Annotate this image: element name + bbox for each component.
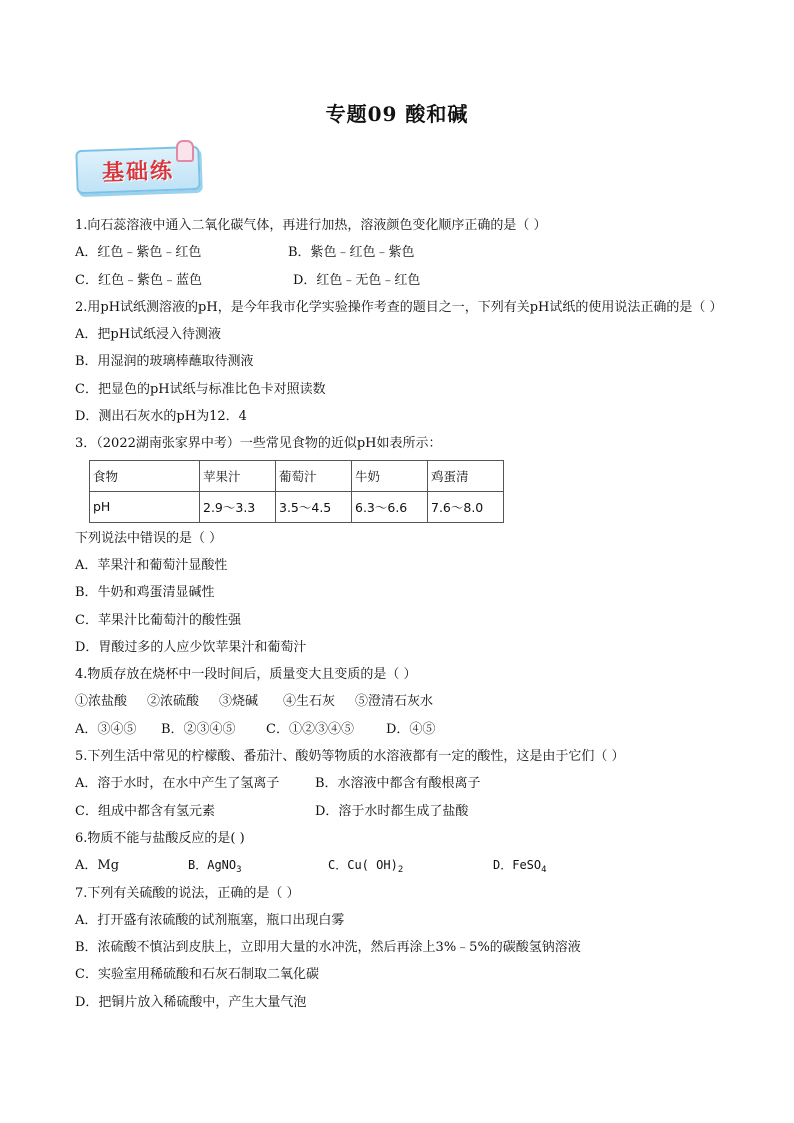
q6-option-c-subscript: 2 bbox=[397, 865, 404, 876]
q2-option-c: C．把显色的pH试纸与标准比色卡对照读数 bbox=[75, 381, 326, 397]
q5-option-d: D．溶于水时都生成了盐酸 bbox=[315, 803, 469, 819]
table-cell: 6.3～6.6 bbox=[352, 491, 428, 522]
q3-option-b: B．牛奶和鸡蛋清显碱性 bbox=[75, 585, 215, 601]
ph-table bbox=[89, 460, 504, 523]
q6-option-d bbox=[493, 852, 547, 879]
q4-item: ⑤澄清石灰水 bbox=[355, 694, 434, 710]
section-badge-label: 基础练 bbox=[101, 158, 175, 186]
q6-option-d-text: D．FeSO bbox=[493, 858, 542, 873]
q5-options-row1 bbox=[75, 770, 725, 797]
q3-option-a: A．苹果汁和葡萄汁显酸性 bbox=[75, 557, 228, 573]
q2-option-b: B．用湿润的玻璃棒蘸取待测液 bbox=[75, 354, 254, 370]
q6-option-c-text: C．Cu( OH) bbox=[328, 858, 398, 873]
q2-stem: 2.用pH试纸测溶液的pH，是今年我市化学实验操作考查的题目之一，下列有关pH试纸的使用说法正确的是（ ） bbox=[75, 299, 723, 315]
q1-option-c: C．红色﹣紫色﹣蓝色 bbox=[75, 272, 202, 288]
table-cell: pH bbox=[90, 491, 200, 522]
q4-option-a: A．③④⑤ bbox=[75, 721, 137, 737]
q2-option-d: D．测出石灰水的pH为12．4 bbox=[75, 409, 247, 425]
q1-option-a: A．红色﹣紫色﹣红色 bbox=[75, 245, 202, 261]
q4-option-b: B．②③④⑤ bbox=[161, 721, 236, 737]
q4-item: ①浓盐酸 bbox=[75, 694, 128, 710]
q1-stem: 1.向石蕊溶液中通入二氧化碳气体，再进行加热，溶液颜色变化顺序正确的是（ ） bbox=[75, 218, 547, 233]
q2-option-a: A．把pH试纸浸入待测液 bbox=[75, 327, 222, 343]
q4-option-d: D．④⑤ bbox=[386, 721, 436, 737]
q5-option-a: A．溶于水时，在水中产生了氢离子 bbox=[75, 776, 280, 792]
q1-option-d: D．红色﹣无色﹣红色 bbox=[293, 272, 421, 288]
paperclip-icon bbox=[176, 140, 194, 162]
table-cell: 7.6～8.0 bbox=[428, 491, 504, 522]
q6-option-d-subscript: 4 bbox=[541, 865, 547, 876]
page-title: 专题09 酸和碱 bbox=[325, 102, 469, 126]
q3-stem: 3．（2022湖南张家界中考）一些常见食物的近似pH如表所示： bbox=[75, 436, 442, 452]
q6-options bbox=[75, 852, 725, 879]
q4-options bbox=[75, 716, 725, 743]
q6-option-b-subscript: 3 bbox=[236, 865, 242, 876]
table-cell: 牛奶 bbox=[352, 460, 428, 491]
q7-option-b: B．浓硫酸不慎沾到皮肤上，立即用大量的水冲洗，然后再涂上3%﹣5%的碳酸氢钠溶液 bbox=[75, 940, 581, 956]
question-list bbox=[75, 212, 725, 1016]
q4-item: ③烧碱 bbox=[219, 694, 259, 710]
q7-option-a: A．打开盛有浓硫酸的试剂瓶塞，瓶口出现白雾 bbox=[75, 912, 345, 928]
q4-item: ④生石灰 bbox=[283, 694, 336, 710]
q3-option-d: D．胃酸过多的人应少饮苹果汁和葡萄汁 bbox=[75, 639, 307, 655]
table-cell: 鸡蛋清 bbox=[428, 460, 504, 491]
q6-stem: 6.物质不能与盐酸反应的是( ) bbox=[75, 830, 245, 846]
q7-option-d: D．把铜片放入稀硫酸中，产生大量气泡 bbox=[75, 994, 307, 1010]
q5-option-c: C．组成中都含有氢元素 bbox=[75, 803, 215, 819]
q6-option-a: A．Mg bbox=[75, 858, 120, 874]
table-cell: 葡萄汁 bbox=[276, 460, 352, 491]
q4-items bbox=[75, 688, 725, 715]
q4-item: ②浓硫酸 bbox=[147, 694, 200, 710]
q1-option-b: B．紫色﹣红色﹣紫色 bbox=[288, 245, 415, 261]
q6-option-c bbox=[328, 852, 493, 879]
q3-option-c: C．苹果汁比葡萄汁的酸性强 bbox=[75, 612, 241, 628]
q1-options-row1 bbox=[75, 239, 725, 266]
table-cell: 食物 bbox=[90, 460, 200, 491]
table-cell: 苹果汁 bbox=[200, 460, 276, 491]
q1-options-row2 bbox=[75, 267, 725, 294]
table-row bbox=[90, 460, 504, 491]
q7-stem: 7.下列有关硫酸的说法，正确的是（ ） bbox=[75, 885, 300, 901]
q6-option-b-text: B．AgNO bbox=[188, 858, 237, 873]
q4-option-c: C．①②③④⑤ bbox=[266, 721, 354, 737]
q7-option-c: C．实验室用稀硫酸和石灰石制取二氧化碳 bbox=[75, 967, 319, 983]
q5-stem: 5.下列生活中常见的柠檬酸、番茄汁、酸奶等物质的水溶液都有一定的酸性，这是由于它们（ ） bbox=[75, 749, 625, 765]
q3-question: 下列说法中错误的是（ ） bbox=[75, 530, 223, 546]
table-row bbox=[90, 491, 504, 522]
q5-option-b: B．水溶液中都含有酸根离子 bbox=[315, 776, 481, 792]
table-cell: 2.9～3.3 bbox=[200, 491, 276, 522]
q4-stem: 4.物质存放在烧杯中一段时间后，质量变大且变质的是（ ） bbox=[75, 667, 417, 683]
table-cell: 3.5～4.5 bbox=[276, 491, 352, 522]
q5-options-row2 bbox=[75, 798, 725, 825]
q6-option-b bbox=[188, 852, 328, 879]
